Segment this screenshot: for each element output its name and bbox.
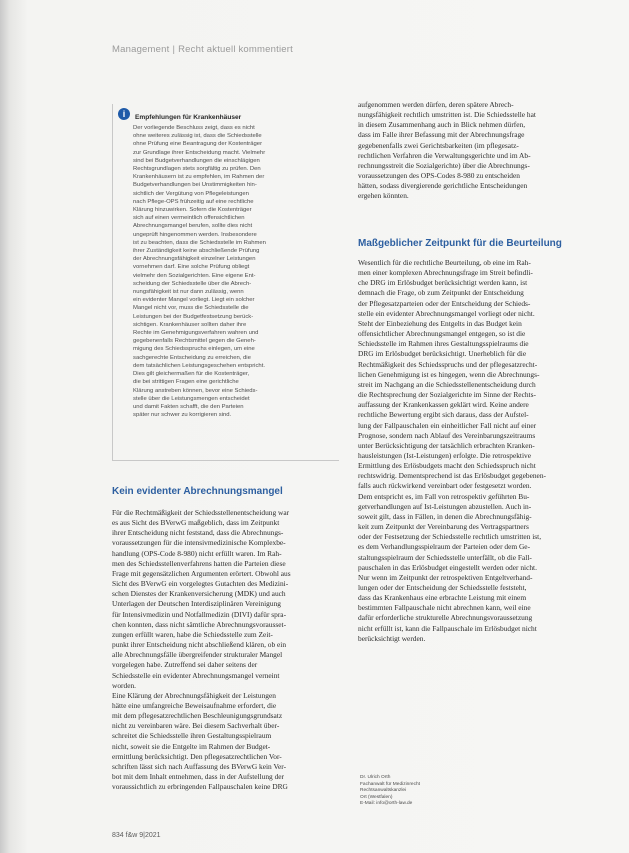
text-line: rechtlichen Verfahren die Verwaltungsgerichte und im Ab- bbox=[358, 150, 531, 160]
section-heading-right: Maßgeblicher Zeitpunkt für die Beurteilung bbox=[358, 238, 562, 249]
text-line: es dem Verhandlungsspielraum der Parteien oder dem Ge- bbox=[358, 542, 531, 552]
header-separator: | bbox=[172, 44, 176, 55]
text-line: nungsfähigkeit rechtlich umstritten ist. Die Schiedsstelle hat bbox=[358, 110, 536, 120]
text-line: DRG im Erlösbudget berücksichtigt. Unerheblich für die bbox=[358, 349, 527, 359]
text-line: stelle ein evidenter Abrechnungsmangel vorliegt oder nicht. bbox=[358, 308, 535, 318]
text-line: men einer komplexen Abrechnungsfrage im Streit befindli- bbox=[358, 268, 533, 278]
text-line: voraussetzungen für die intensivmedizinische Komplexbe- bbox=[112, 538, 286, 548]
text-line: ist zu beachten, dass die Schiedsstelle im Rahmen bbox=[133, 239, 266, 246]
text-line: sich auf einen vermeintlich offensichtlichen bbox=[133, 215, 245, 222]
author-block bbox=[360, 775, 480, 808]
text-line: Steht der Einbeziehung des Entgelts in das Budget kein bbox=[358, 318, 522, 328]
text-line: lung der Fallpauschalen ein einheitlicher Fall nicht auf einer bbox=[358, 420, 537, 430]
text-line: che DRG im Erlösbudget berücksichtigt werden kann, ist bbox=[358, 278, 528, 288]
text-line: streit im Nachgang an die Schiedsstellenentscheidung durch bbox=[358, 379, 536, 389]
text-line: aufgenommen werden dürfen, deren spätere Abrech- bbox=[358, 100, 514, 109]
text-line: schreitet die Schiedsstelle ihren Gestaltungsspielraum bbox=[112, 731, 272, 741]
text-line: hausleistungen (Ist-Leistungen) erfolgte. Die retrospektive bbox=[358, 450, 532, 460]
text-line: Dr. Ulrich Orth bbox=[360, 775, 391, 780]
text-line: Der vorliegende Beschluss zeigt, dass es nicht bbox=[133, 125, 255, 131]
text-line: Ort (Westfalen) bbox=[360, 794, 393, 800]
text-line: voraussetzungen des OPS-Codes 8-980 zu entscheiden bbox=[358, 171, 520, 181]
text-line: Prognose, sondern nach Ablauf des Vereinbarungszeitraums bbox=[358, 430, 536, 440]
text-line: rechtliche Bewertung ergibt sich daraus, dass der Aufstel- bbox=[358, 410, 529, 420]
header-section: Management bbox=[112, 44, 170, 55]
text-line: nach Pflege-OPS frühzeitig auf eine rechtliche bbox=[133, 198, 254, 205]
page-footer bbox=[112, 832, 161, 839]
text-line: punkt ihrer Entscheidung nicht abschließend klären, ob ein bbox=[112, 640, 287, 650]
text-line: rechnungsstreit die Sozialgerichte) über die Abrechnungs- bbox=[358, 160, 530, 170]
text-line: worden. bbox=[112, 680, 137, 690]
text-line: dafür erforderliche strukturelle Abrechnungsvoraussetzung bbox=[358, 613, 533, 623]
text-line: voraussichtlich zu erbringenden Fallpauschalen keine DRG bbox=[112, 782, 288, 792]
text-line: Dem entspricht es, im Fall von retrospektiv geführten Bu- bbox=[358, 491, 530, 501]
text-line: vornehmen darf. Eine solche Prüfung obliegt bbox=[133, 264, 250, 271]
text-line: sichtlich der Vergütung von Pflegeleistungen bbox=[133, 190, 249, 197]
text-line: gegebenenfalls zwei Gerichtsbarkeiten (im pflegesatz- bbox=[358, 140, 519, 150]
text-line: schen Dienstes der Krankenversicherung (MDK) und auch bbox=[112, 589, 286, 599]
text-line: Wesentlich für die rechtliche Beurteilung, ob eine im Rah- bbox=[358, 258, 531, 267]
text-line: in diesem Zusammenhang auch in Blick nehmen dürfen, bbox=[358, 120, 526, 130]
text-line: sichtigen. Krankenhäuser sollten daher ihre bbox=[133, 321, 247, 328]
text-line: schriften lässt sich nach Auffassung des BVerwG kein Ver- bbox=[112, 761, 287, 771]
text-line: staltungsspielraum der Schiedsstelle unterfällt, ob die Fall- bbox=[358, 552, 532, 562]
text-line: offensichtlicher Abrechnungsmangel entgegen, so ist die bbox=[358, 329, 526, 339]
text-line: E-Mail: info@orth-law.de bbox=[360, 801, 413, 807]
text-line: Ermittlung des Erlösbudgets macht den Schiedsspruch nicht bbox=[358, 461, 536, 471]
text-line: der Pflegesatzparteien oder der Entscheidung der Schieds- bbox=[358, 298, 531, 308]
text-line: oder der Festsetzung der Schiedsstelle rechtlich umstritten ist, bbox=[358, 532, 542, 542]
info-box bbox=[112, 104, 339, 461]
text-line: sachgerechte Entscheidung zu erreichen, die bbox=[133, 354, 251, 361]
text-line: Fachanwalt für Medizinrecht bbox=[360, 781, 420, 787]
text-line: Budgetverhandlungen bei Unstimmigkeiten hin- bbox=[133, 182, 257, 189]
text-line: Für die Rechtmäßigkeit der Schiedsstellenentscheidung war bbox=[112, 508, 290, 517]
text-line: nungsfähigkeit ist nur dann zulässig, wenn bbox=[133, 289, 244, 296]
text-line: Klärung hinzuwirken. Sofern die Kostenträger bbox=[133, 207, 252, 214]
text-line: pauschalen in das Erlösbudget eingestellt werden oder nicht. bbox=[358, 562, 537, 572]
text-line: men des Schiedsstellenverfahrens hatten die Parteien diese bbox=[112, 558, 286, 568]
text-line: hätten, sodass divergierende gerichtliche Entscheidungen bbox=[358, 181, 528, 191]
text-line: es aus Sicht des BVerwG maßgeblich, dass im Zeitpunkt bbox=[112, 518, 280, 528]
text-line: Klärung anstreben können, bevor eine Schieds- bbox=[133, 387, 258, 394]
page-number: 834 bbox=[112, 832, 124, 839]
text-line: gegebenenfalls Rechtsmittel gegen die Geneh- bbox=[133, 338, 256, 345]
text-line: handlung (OPS-Code 8-980) nicht erfüllt waren. Im Rah- bbox=[112, 548, 282, 558]
text-line: ihrer Zuständigkeit keine abschließende Prüfung bbox=[133, 248, 260, 255]
text-line: bot mit dem Inhalt entnehmen, dass in der Aufstellung der bbox=[112, 772, 285, 782]
text-line: berücksichtigt werden. bbox=[358, 633, 426, 643]
text-line: getverhandlungen auf Ist-Leistungen abzustellen. Auch in- bbox=[358, 501, 532, 511]
text-line: nicht erfüllt ist, kann die Fallpauschale im Erlösbudget nicht bbox=[358, 623, 537, 633]
text-line: Rechtsanwaltskanzlei bbox=[360, 788, 407, 794]
text-line: ohne weiteres zulässig ist, dass die Schiedsstelle bbox=[133, 133, 262, 140]
text-line: ihrer Entscheidung nicht feststand, dass die Abrechnungs- bbox=[112, 528, 284, 538]
text-line: Leistungen bei der Budgetfestsetzung berück- bbox=[133, 313, 254, 320]
text-line: Krankenhäusern ist zu empfehlen, im Rahmen der bbox=[133, 174, 265, 181]
text-line: zur Grundlage ihrer Entscheidung macht. Vielmehr bbox=[133, 149, 266, 156]
text-line: später nur schwer zu korrigieren sind. bbox=[133, 412, 232, 419]
text-line: Eine Klärung der Abrechnungsfähigkeit der Leistungen bbox=[112, 690, 276, 700]
text-line: die Rechtsprechung der Sozialgerichte im Sinne der Rechts- bbox=[358, 390, 536, 400]
info-icon: i bbox=[118, 108, 130, 120]
text-line: Frage mit gegensätzlichen Argumenten erörtert. Obwohl aus bbox=[112, 568, 291, 578]
text-line: migung des Schiedsspruchs einlegen, um eine bbox=[133, 346, 255, 353]
text-line: ohne Prüfung eine Beantragung der Kostenträger bbox=[133, 141, 263, 148]
right-column-text bbox=[358, 258, 588, 644]
header-subtitle: Recht aktuell kommentiert bbox=[178, 44, 293, 55]
journal-issue: f&w 9|2021 bbox=[125, 832, 161, 839]
right-column-intro bbox=[358, 100, 588, 202]
text-line: vielmehr den Sozialgerichten. Eine eigene Ent- bbox=[133, 272, 256, 279]
text-line: nicht zu vereinbaren wäre. Bei diesem Sachverhalt über- bbox=[112, 721, 280, 731]
text-line: Unterlagen der Deutschen Interdisziplinären Vereinigung bbox=[112, 599, 281, 609]
text-line: bestimmten Fallpauschale nicht abrechnen kann, weil eine bbox=[358, 603, 531, 613]
text-line: Mangel nicht vor, muss die Schiedsstelle die bbox=[133, 305, 249, 312]
text-line: alle Abrechnungsfälle übergreifender strukturaler Mangel bbox=[112, 650, 283, 660]
text-line: Rechtsgrundlagen stets sorgfältig zu prüfen. Den bbox=[133, 166, 261, 173]
section-heading-left: Kein evidenter Abrechnungsmangel bbox=[112, 486, 283, 497]
text-line: sind bei Budgetverhandlungen die einschlägigen bbox=[133, 157, 260, 164]
text-line: und damit Fakten schafft, die den Parteien bbox=[133, 403, 244, 410]
text-line: auffassung der Krankenkassen geklärt wird. Keine andere bbox=[358, 400, 529, 410]
text-line: die bei strittigen Fragen eine gerichtliche bbox=[133, 379, 239, 386]
page-header bbox=[112, 44, 293, 55]
text-line: der Abrechnungsfähigkeit einzelner Leistungen bbox=[133, 256, 256, 263]
text-line: Rechte im Genehmigungsverfahren wahren und bbox=[133, 330, 259, 337]
text-line: für Intensivmedizin und Notfallmedizin (DIVI) dafür spra- bbox=[112, 609, 287, 619]
left-column-text bbox=[112, 508, 340, 792]
text-line: mit dem pflegesatzrechtlichen Beschleunigungsgrundsatz bbox=[112, 711, 283, 721]
text-line: ermittlung berücksichtigt. Den pflegesatzrechtlichen Vor- bbox=[112, 751, 282, 761]
text-line: nicht, soweit sie die Entgelte im Rahmen der Budget- bbox=[112, 741, 271, 751]
text-line: falls auch rückwirkend vereinbart oder festgesetzt worden. bbox=[358, 481, 532, 491]
text-line: lungen oder der Entscheidung der Schiedsstelle feststeht, bbox=[358, 583, 527, 592]
text-line: Rechtmäßigkeit des Schiedsspruchs und der pflegesatzrecht- bbox=[358, 359, 538, 369]
text-line: Nur wenn im Zeitpunkt der retrospektiven Entgeltverhand- bbox=[358, 572, 533, 582]
info-box-body bbox=[133, 124, 329, 419]
text-line: Schiedsstelle ein evidenter Abrechnungsmangel verneint bbox=[112, 670, 280, 680]
text-line: demnach die Frage, ob zum Zeitpunkt der Entscheidung bbox=[358, 288, 524, 298]
text-line: soweit gilt, dass in Fällen, in denen die Abrechnungsfähig- bbox=[358, 511, 532, 521]
text-line: unter Berücksichtigung der tatsächlich erbrachten Kranken- bbox=[358, 440, 535, 450]
text-line: Abrechnungsmangel berufen, sollte dies nicht bbox=[133, 223, 253, 230]
text-line: vorgelegen habe. Zutreffend sei daher seitens der bbox=[112, 660, 258, 670]
text-line: stelle über die Leistungsmengen entscheidet bbox=[133, 395, 250, 402]
text-line: dem tatsächlichen Leistungsgeschehen entspricht. bbox=[133, 362, 265, 369]
info-box-title: Empfehlungen für Krankenhäuser bbox=[135, 114, 242, 121]
text-line: scheidung der Schiedsstelle über die Abrech- bbox=[133, 280, 252, 287]
text-line: dass im Falle ihrer Befassung mit der Abrechnungsfrage bbox=[358, 130, 525, 140]
text-line: ungeprüft hingenommen werden. Insbesondere bbox=[133, 231, 257, 238]
text-line: Schiedsstelle im Rahmen ihres Gestaltungsspielraums die bbox=[358, 339, 529, 349]
text-line: ein evidenter Mangel vorliegt. Liegt ein solcher bbox=[133, 297, 255, 304]
text-line: hätte eine umfangreiche Beweisaufnahme erfordert, die bbox=[112, 700, 277, 710]
text-line: keit zum Zeitpunkt der Vereinbarung des Vertragspartners bbox=[358, 522, 529, 532]
text-line: lichen Genehmigung ist es hingegen, wenn die Abrechnungs- bbox=[358, 369, 540, 379]
text-line: chen konnten, dass nicht sämtliche Abrechnungsvorausset- bbox=[112, 619, 287, 629]
text-line: dass das Krankenhaus eine erbrachte Leistung mit einem bbox=[358, 593, 527, 603]
text-line: Dies gilt gleichermaßen für die Kostenträger, bbox=[133, 371, 250, 378]
text-line: zungen erfüllt waren, habe die Schiedsstelle zum Zeit- bbox=[112, 629, 273, 639]
text-line: ergehen könnten. bbox=[358, 191, 409, 201]
text-line: Sicht des BVerwG ein vorgelegtes Gutachten des Medizini- bbox=[112, 579, 289, 589]
text-line: rechtswidrig. Dementsprechend ist das Erlösbudget gegebenen- bbox=[358, 471, 546, 481]
